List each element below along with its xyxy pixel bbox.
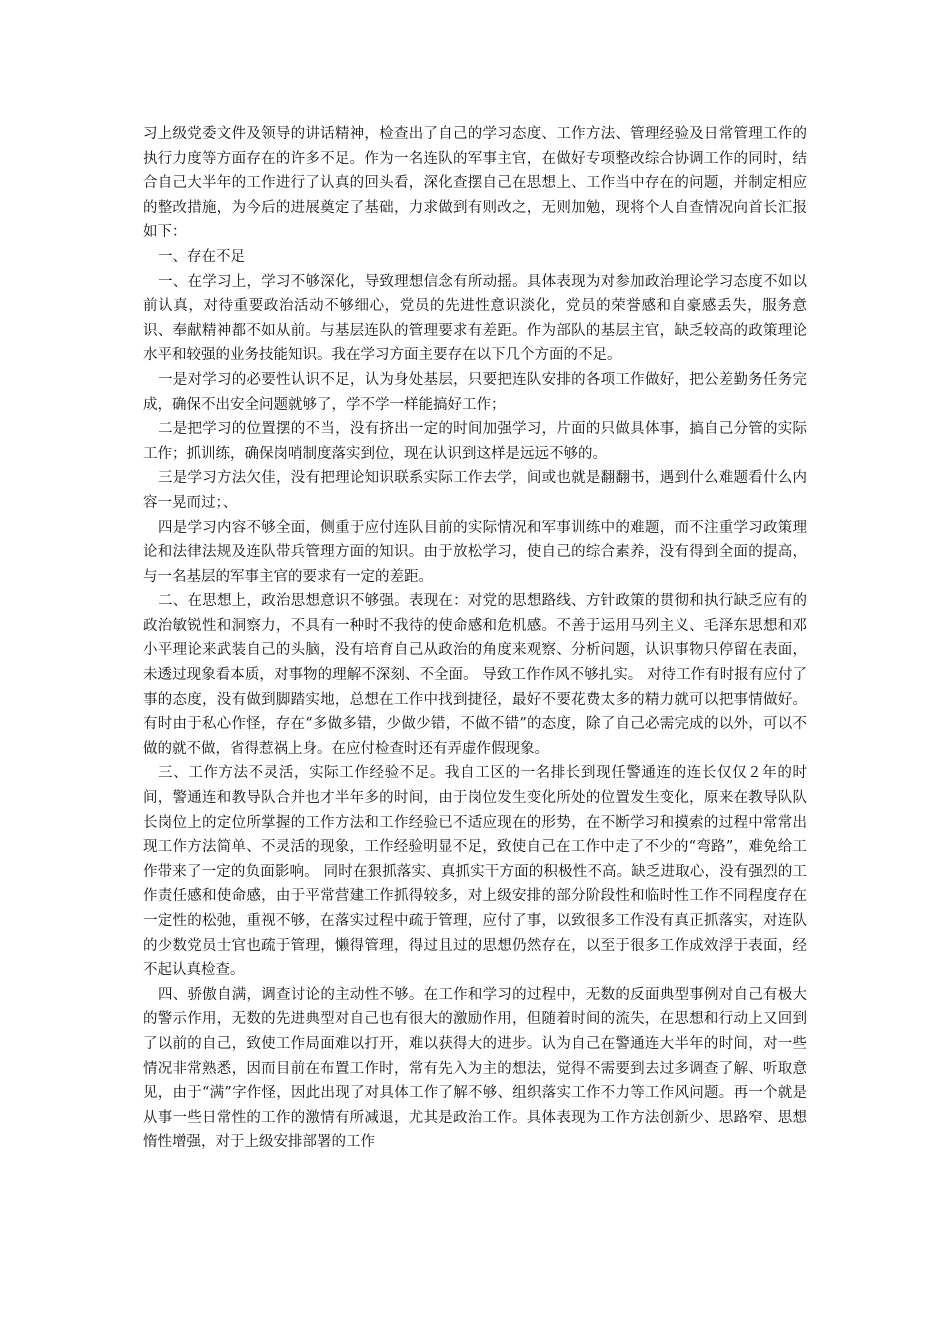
paragraph-study: 一、在学习上，学习不够深化，导致理想信念有所动摇。具体表现为对参加政治理论学习态度不如以前认真，对待重要政治活动不够细心，党员的先进性意识淡化，党员的荣誉感和自豪感丢失，服务意识、奉献精神都不如从前。与基层连队的管理要求有差距。作为部队的基层主官，缺乏较高的政策理论水平和较强的业务技能知识。我在学习方面主要存在以下几个方面的不足。 xyxy=(143,273,807,364)
intro-paragraph: 习上级党委文件及领导的讲话精神，检查出了自己的学习态度、工作方法、管理经验及日常管理工作的执行力度等方面存在的许多不足。作为一名连队的军事主官，在做好专项整改综合协调工作的同时，结合自己大半年的工作进行了认真的回头看，深化查摆自己在思想上、工作当中存在的问题，并制定相应的整改措施，为今后的进展奠定了基础，力求做到有则改之，无则加勉，现将个人自查情况向首长汇报如下： xyxy=(143,126,807,241)
document-body xyxy=(143,122,807,1155)
paragraph-work-method: 三、工作方法不灵活，实际工作经验不足。我自工区的一名排长到现任警通连的连长仅仅２年的时间，警通连和教导队合并也才半年多的时间，由于岗位发生变化所处的位置发生变化，原来在教导队队长岗位上的定位所掌握的工作方法和工作经验已不适应现在的形势，在不断学习和摸索的过程中常常出现工作方法简单、不灵活的现象，工作经验明显不足，致使自己在工作中走了不少的“弯路”，难免给工作带来了一定的负面影响。 同时在狠抓落实、真抓实干方面的积极性不高。缺乏进取心，没有强烈的工作责任感和使命感，由于平常营建工作抓得较多，对上级安排的部分阶段性和临时性工作不同程度存在一定性的松弛，重视不够，在落实过程中疏于管理，应付了事，以致很多工作没有真正抓落实，对连队的少数党员士官也疏于管理，懒得管理，得过且过的思想仍然存在，以至于很多工作成效浮于表面，经不起认真检查。 xyxy=(143,765,807,979)
paragraph-study-point-1: 一是对学习的必要性认识不足，认为身处基层，只要把连队安排的各项工作做好，把公差勤务任务完成，确保不出安全问题就够了，学不学一样能搞好工作； xyxy=(143,371,807,413)
paragraph-study-point-4: 四是学习内容不够全面，侧重于应付连队目前的实际情况和军事训练中的难题，而不注重学习政策理论和法律法规及连队带兵管理方面的知识。由于放松学习，使自己的综合素养，没有得到全面的提高，与一名基层的军事主官的要求有一定的差距。 xyxy=(143,519,807,585)
paragraph-complacency: 四、骄傲自满，调查讨论的主动性不够。在工作和学习的过程中，无数的反面典型事例对自己有极大的警示作用，无数的先进典型对自己也有很大的激励作用，但随着时间的流失，在思想和行动上又回到了以前的自己，致使工作局面难以打开，难以获得大的进步。认为自己在警通连大半年的时间，对一些情况非常熟悉，因而目前在布置工作时，常有先入为主的想法，觉得不需要到去过多调查了解、听取意见，由于“满”字作怪，因此出现了对具体工作了解不够、组织落实工作不力等工作风问题。再一个就是从事一些日常性的工作的激情有所减退，尤其是政治工作。具体表现为工作方法创新少、思路窄、思想惰性增强，对于上级安排部署的工作 xyxy=(143,986,807,1151)
paragraph-study-point-2: 二是把学习的位置摆的不当，没有挤出一定的时间加强学习，片面的只做具体事，搞自己分管的实际工作；抓训练，确保岗哨制度落实到位，现在认识到这样是远远不够的。 xyxy=(143,421,807,462)
paragraph-thought: 二、在思想上，政治思想意识不够强。表现在：对党的思想路线、方针政策的贯彻和执行缺乏应有的政治敏锐性和洞察力，不具有一种时不我待的使命感和危机感。不善于运用马列主义、毛泽东思想和邓小平理论来武装自己的头脑，没有培育自己从政治的角度来观察、分析问题，认识事物只停留在表面，未透过现象看本质，对事物的理解不深刻、不全面。 导致工作作风不够扎实。 对待工作有时报有应付了事的态度，没有做到脚踏实地，总想在工作中找到捷径，最好不要花费太多的精力就可以把事情做好。有时由于私心作怪，存在“多做多错，少做少错，不做不错”的态度，除了自己必需完成的以外，可以不做的就不做，省得惹祸上身。在应付检查时还有弄虚作假现象。 xyxy=(143,593,807,757)
section-heading-shortcomings: 一、存在不足 xyxy=(158,248,245,265)
paragraph-study-point-3: 三是学习方法欠佳，没有把理论知识联系实际工作去学，间或也就是翻翻书，遇到什么难题看什么内容一晃而过；、 xyxy=(143,470,807,511)
